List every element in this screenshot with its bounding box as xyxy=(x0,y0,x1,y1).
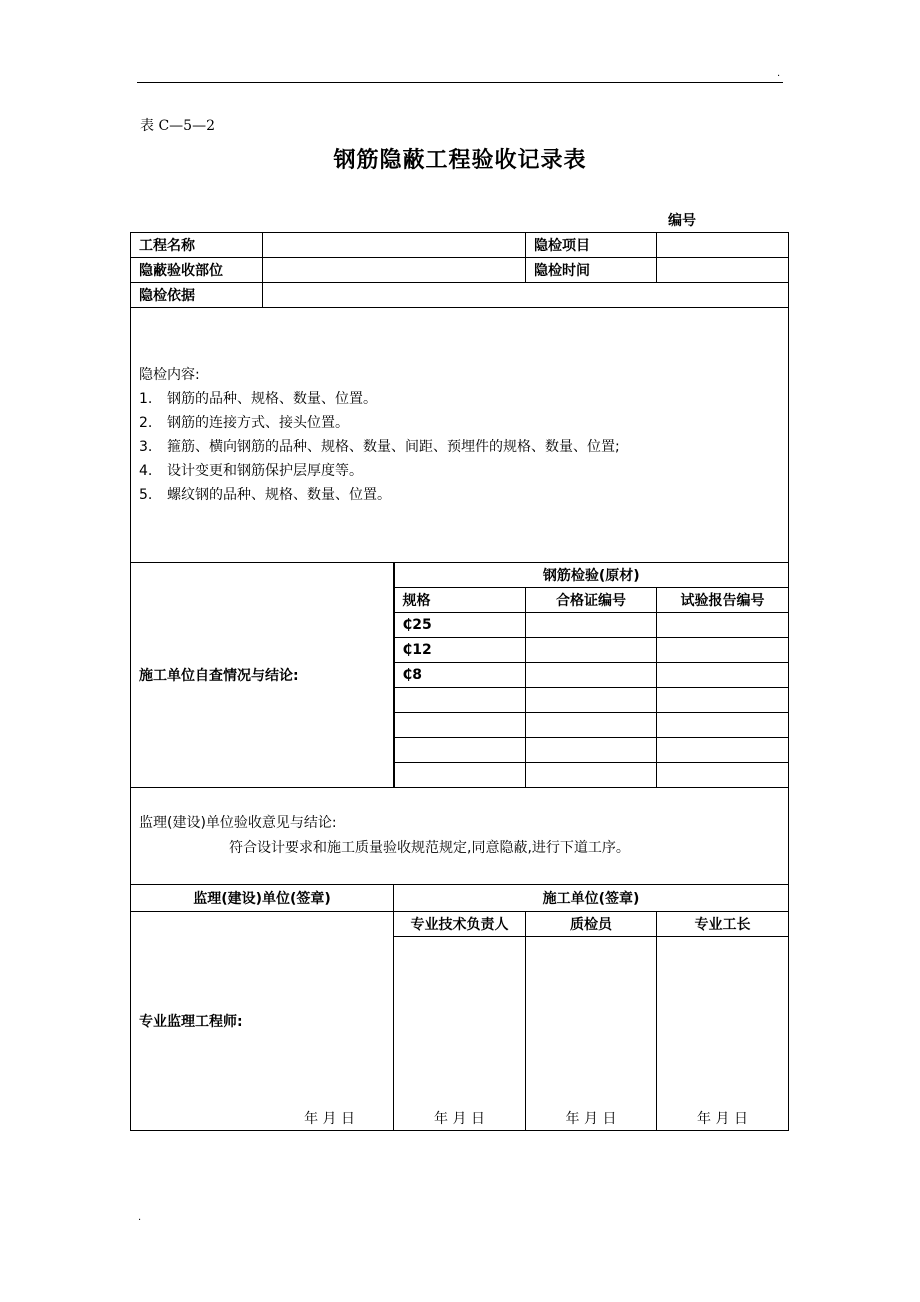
inspection-contents xyxy=(131,308,789,563)
content-item: 1. 钢筋的品种、规格、数量、位置。 xyxy=(139,391,377,407)
certificate-cell[interactable] xyxy=(526,638,657,663)
basis-field[interactable] xyxy=(263,283,789,308)
content-item: 3. 箍筋、横向钢筋的品种、规格、数量、间距、预埋件的规格、数量、位置; xyxy=(139,439,620,455)
tech-lead-label: 专业技术负责人 xyxy=(394,912,526,937)
spec-cell[interactable] xyxy=(394,763,526,788)
report-cell[interactable] xyxy=(657,738,789,763)
location-field[interactable] xyxy=(263,258,526,283)
certificate-cell[interactable] xyxy=(526,713,657,738)
corner-mark: . xyxy=(777,68,781,79)
tech-lead-date: 年 月 日 xyxy=(434,1111,485,1127)
form-code: 表 C—5—2 xyxy=(140,118,215,134)
supervision-opinion-label: 监理(建设)单位验收意见与结论: xyxy=(139,815,337,831)
construction-unit-stamp-label: 施工单位(签章) xyxy=(394,885,789,912)
foreman-label: 专业工长 xyxy=(657,912,789,937)
basis-label: 隐检依据 xyxy=(131,283,263,308)
supervision-opinion-text: 符合设计要求和施工质量验收规范规定,同意隐蔽,进行下道工序。 xyxy=(229,840,630,856)
tech-lead-signature-cell[interactable] xyxy=(394,937,526,1131)
certificate-cell[interactable] xyxy=(526,763,657,788)
inspection-time-label: 隐检时间 xyxy=(526,258,657,283)
report-cell[interactable] xyxy=(657,663,789,688)
report-cell[interactable] xyxy=(657,763,789,788)
report-cell[interactable] xyxy=(657,688,789,713)
location-label: 隐蔽验收部位 xyxy=(131,258,263,283)
serial-number-label: 编号 xyxy=(668,213,696,229)
supervision-opinion-cell[interactable] xyxy=(131,788,789,885)
engineer-signature-cell[interactable] xyxy=(131,912,394,1131)
spec-cell[interactable] xyxy=(394,738,526,763)
column-header-certificate: 合格证编号 xyxy=(526,588,657,613)
corner-mark: . xyxy=(138,1212,142,1223)
report-cell[interactable] xyxy=(657,613,789,638)
content-item: 5. 螺纹钢的品种、规格、数量、位置。 xyxy=(139,487,391,503)
spec-cell[interactable] xyxy=(394,713,526,738)
page-title: 钢筋隐蔽工程验收记录表 xyxy=(333,148,587,173)
spec-cell[interactable]: ₵12 xyxy=(394,638,526,663)
supervision-unit-stamp-label: 监理(建设)单位(签章) xyxy=(131,885,394,912)
foreman-date: 年 月 日 xyxy=(697,1111,748,1127)
column-header-report: 试验报告编号 xyxy=(657,588,789,613)
inspection-item-field[interactable] xyxy=(657,233,789,258)
rebar-test-title: 钢筋检验(原材) xyxy=(394,563,789,588)
engineer-date: 年 月 日 xyxy=(304,1111,355,1127)
inspection-item-label: 隐检项目 xyxy=(526,233,657,258)
inspector-date: 年 月 日 xyxy=(565,1111,617,1127)
header-rule xyxy=(137,82,783,83)
inspector-signature-cell[interactable] xyxy=(526,937,657,1131)
certificate-cell[interactable] xyxy=(526,688,657,713)
spec-cell[interactable]: ₵8 xyxy=(394,663,526,688)
certificate-cell[interactable] xyxy=(526,663,657,688)
self-check-cell[interactable] xyxy=(131,563,394,788)
contents-label: 隐检内容: xyxy=(139,367,200,383)
foreman-signature-cell[interactable] xyxy=(657,937,789,1131)
report-cell[interactable] xyxy=(657,713,789,738)
content-item: 2. 钢筋的连接方式、接头位置。 xyxy=(139,415,349,431)
spec-cell[interactable] xyxy=(394,688,526,713)
project-name-label: 工程名称 xyxy=(131,233,263,258)
project-name-field[interactable] xyxy=(263,233,526,258)
engineer-label: 专业监理工程师: xyxy=(139,1014,243,1030)
spec-cell[interactable]: ₵25 xyxy=(394,613,526,638)
inspection-record-table xyxy=(130,232,789,1131)
certificate-cell[interactable] xyxy=(526,613,657,638)
self-check-label: 施工单位自查情况与结论: xyxy=(139,668,299,684)
certificate-cell[interactable] xyxy=(526,738,657,763)
content-item: 4. 设计变更和钢筋保护层厚度等。 xyxy=(139,463,363,479)
report-cell[interactable] xyxy=(657,638,789,663)
column-header-spec: 规格 xyxy=(394,588,526,613)
inspection-time-field[interactable] xyxy=(657,258,789,283)
inspector-label: 质检员 xyxy=(526,912,657,937)
